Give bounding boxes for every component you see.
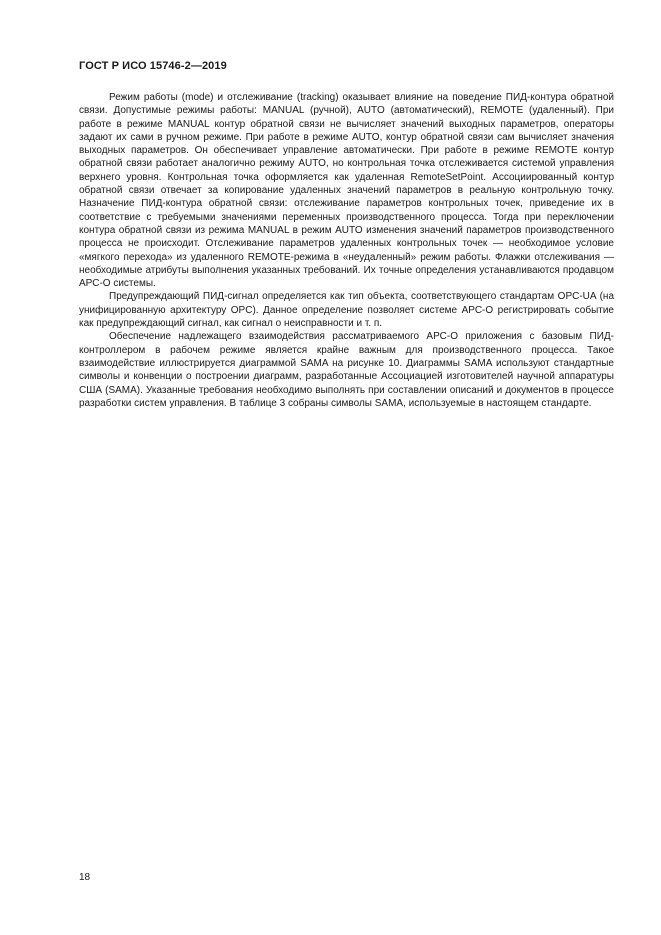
paragraph-warning-signal: Предупреждающий ПИД-сигнал определяется как тип объекта, соответствующего стандартам OPC-UA (на унифицированную архитектуру OPC). Данное определение позволяет системе АРС-О регистрировать событие как предупреждающий сигнал, как сигнал о неисправности и т. п.: [79, 291, 614, 330]
page-number: 18: [79, 872, 91, 883]
paragraph-sama-diagrams: Обеспечение надлежащего взаимодействия рассматриваемого АРС-О приложения с базовым ПИД-контроллером в рабочем режиме является крайне важным для производственного процесса. Такое взаимодействие иллюстрируется диаграммой SAMA на рисунке 10. Диаграммы SAMA используют стандартные символы и конвенции о построении диаграмм, разработанные Ассоциацией изготовителей научной аппаратуры США (SAMA). Указанные требования необходимо выполнять при составлении описаний и документов в процессе разработки систем управления. В таблице 3 собраны символы SAMA, используемые в настоящем стандарте.: [79, 331, 614, 409]
paragraph-mode-tracking: Режим работы (mode) и отслеживание (tracking) оказывает влияние на поведение ПИД-контура обратной связи. Допустимые режимы работы: MANUAL (ручной), AUTO (автоматический), REMOTE (удаленный). При работе в режиме MANUAL контур обратной связи не вычисляет значений выходных параметров, операторы задают их сами в ручном режиме. При работе в режиме AUTO, контур обратной связи сам вычисляет значения выходных параметров. Он обеспечивает управление автоматически. При работе в режиме REMOTE контур обратной связи работает аналогично режиму AUTO, но контрольная точка отслеживается системой управления верхнего уровня. Контрольная точка оформляется как удаленная RemoteSetPoint. Ассоциированный контур обратной связи отвечает за копирование удаленных значений параметров в реальную контрольную точку. Назначение ПИД-контура обратной связи: отслеживание параметров контрольных точек, приведение их в соответствие с требуемыми значениями переменных производственного процесса. Тогда при переключении контура обратной связи из режима MANUAL в режим AUTO изменения значений параметров производственного процесса не происходит. Отслеживание параметров удаленных контрольных точек — необходимое условие «мягкого перехода» из удаленного REMOTE-режима в «неудаленный» режим работы. Флажки отслеживания — необходимые атрибуты выполнения указанных требований. Их точные определения устанавливаются продавцом АРС-О системы.: [79, 92, 614, 290]
page-header-standard-code: ГОСТ Р ИСО 15746-2—2019: [79, 60, 227, 72]
body-text: [79, 91, 614, 410]
